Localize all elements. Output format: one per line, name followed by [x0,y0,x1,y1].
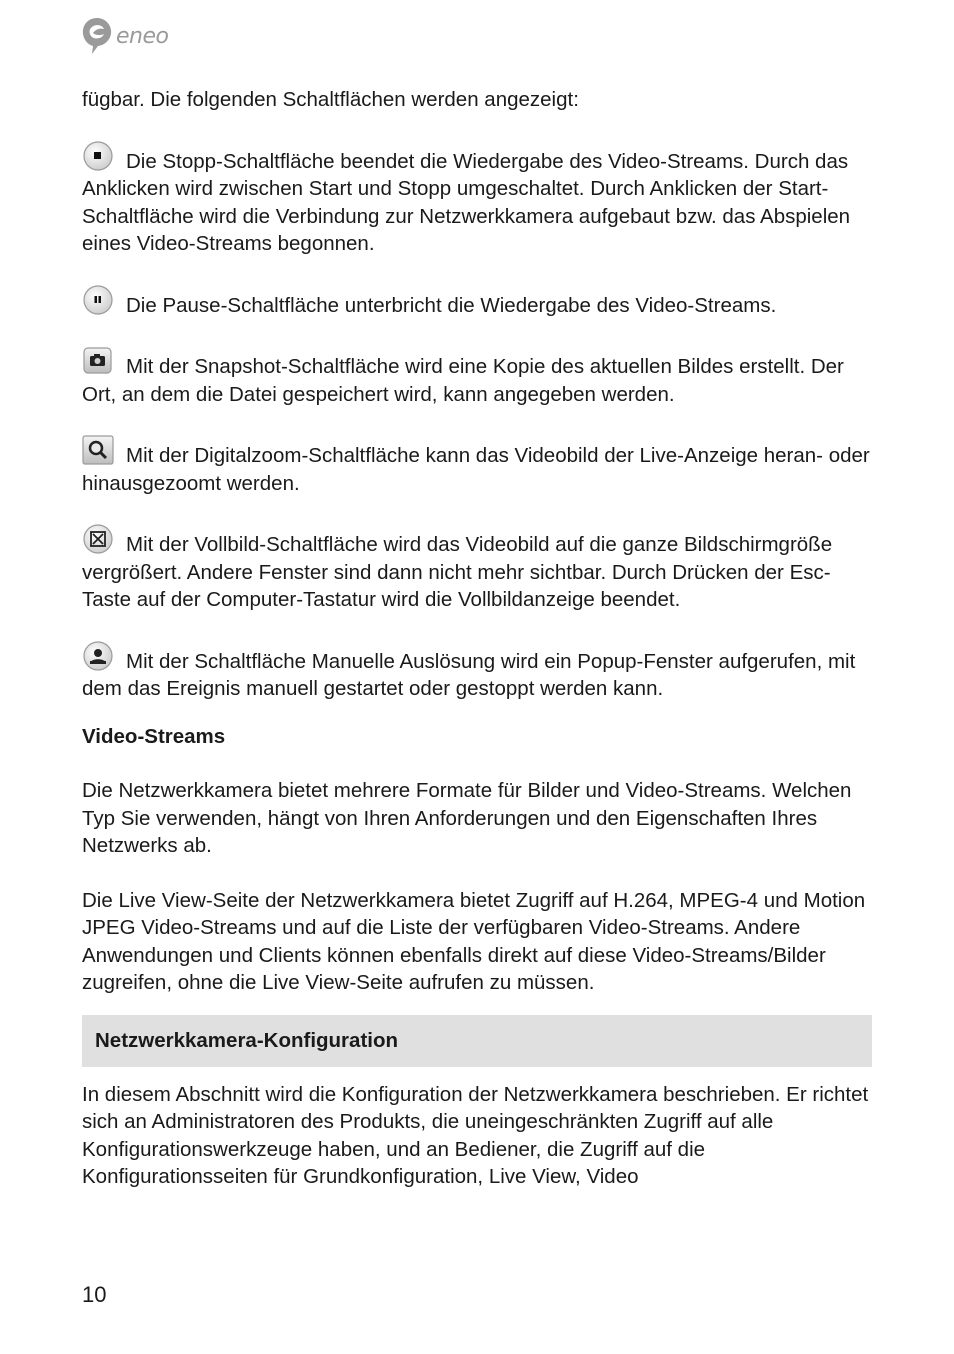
stop-button-description [82,140,872,258]
pause-button-description [82,284,872,320]
digital-zoom-button-text: Mit der Digitalzoom-Schaltfläche kann das Videobild der Live-Anzeige heran- oder hinausgezoomt werden. [82,444,870,495]
manual-trigger-button-text: Mit der Schaltfläche Manuelle Auslösung wird ein Popup-Fenster aufgerufen, mit dem das Ereignis manuell gestartet oder gestoppt werden kann. [82,649,856,700]
digital-zoom-icon [82,434,114,466]
stop-button-text: Die Stopp-Schaltfläche beendet die Wiedergabe des Video-Streams. Durch das Anklicken wird zwischen Start und Stopp umgeschaltet. Durch Anklicken der Start-Schaltfläche wird die Verbindung zur Netzwerkkamera aufgebaut bzw. das Abspielen eines Video-Streams begonnen. [82,149,851,255]
brand-logo [80,16,168,56]
snapshot-button-description [82,345,872,408]
stop-icon [82,140,114,172]
fullscreen-icon [82,523,114,555]
intro-text: fügbar. Die folgenden Schaltflächen werden angezeigt: [82,88,579,111]
digital-zoom-button-description [82,434,872,497]
snapshot-button-text: Mit der Snapshot-Schaltfläche wird eine Kopie des aktuellen Bildes erstellt. Der Ort, an dem die Datei gespeichert wird, kann angegeben werden. [82,355,844,406]
manual-trigger-icon [82,640,114,672]
pause-button-text: Die Pause-Schaltfläche unterbricht die Wiedergabe des Video-Streams. [126,293,777,317]
brand-name: eneo [116,23,169,49]
video-streams-heading: Video-Streams [82,724,226,748]
manual-trigger-button-description [82,640,872,703]
config-section-header [82,1015,872,1067]
config-section-title: Netzwerkkamera-Konfiguration [95,1028,399,1052]
page-content [82,86,872,1218]
video-streams-paragraph-2: Die Live View-Seite der Netzwerkkamera bietet Zugriff auf H.264, MPEG-4 und Motion JPEG Video-Streams und auf die Liste der verfügbaren Video-Streams. Andere Anwendungen und Clients können ebenfalls direkt auf diese Video-Streams/Bilder zugreifen, ohne die Live View-Seite aufrufen zu müssen. [82,888,866,994]
page-number: 10 [82,1282,107,1307]
config-paragraph: In diesem Abschnitt wird die Konfiguration der Netzwerkkamera beschrieben. Er richtet sich an Administratoren des Produkts, die uneingeschränkten Zugriff auf alle Konfigurationswerkzeuge haben, und an Bediener, die Zugriff auf die Konfigurationsseiten für Grundkonfiguration, Live View, Video [82,1082,869,1188]
snapshot-icon [82,345,114,377]
fullscreen-button-text: Mit der Vollbild-Schaltfläche wird das Videobild auf die ganze Bildschirmgröße vergrößert. Andere Fenster sind dann nicht mehr sichtbar. Durch Drücken der Esc-Taste auf der Computer-Tastatur wird die Vollbildanzeige beendet. [82,533,833,611]
eneo-logo-icon [80,16,114,56]
video-streams-paragraph-1: Die Netzwerkkamera bietet mehrere Formate für Bilder und Video-Streams. Welchen Typ Sie verwenden, hängt von Ihren Anforderungen und den Eigenschaften Ihres Netzwerks ab. [82,779,852,857]
fullscreen-button-description [82,523,872,614]
pause-icon [82,284,114,316]
